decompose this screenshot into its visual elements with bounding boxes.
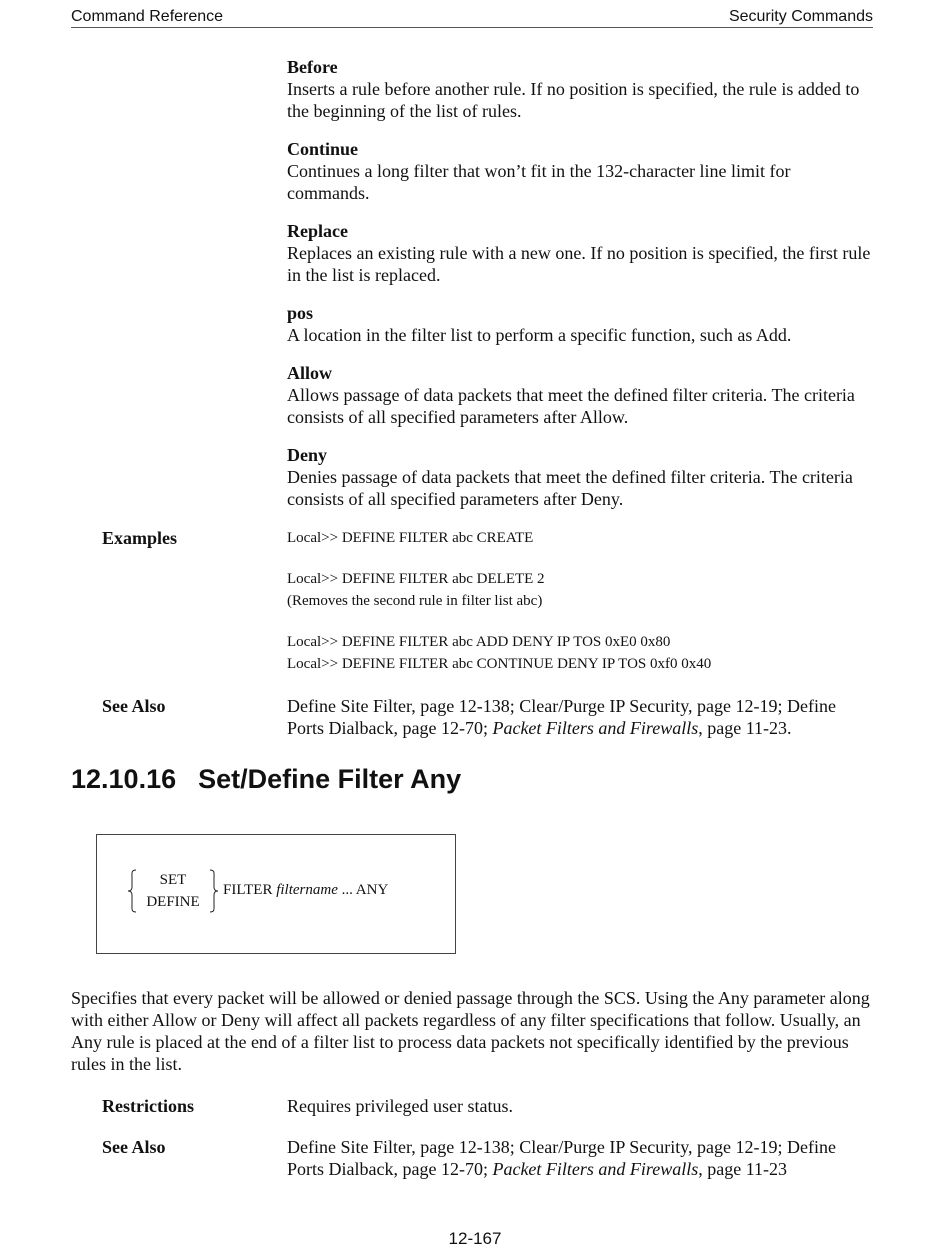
syntax-box xyxy=(96,834,456,954)
param-replace xyxy=(287,220,877,286)
header-left: Command Reference xyxy=(71,8,224,25)
syntax-option-define: DEFINE xyxy=(146,894,200,910)
syntax-keyword: FILTER xyxy=(223,882,273,898)
param-term: Continue xyxy=(287,139,359,159)
restrictions-label: Restrictions xyxy=(102,1096,194,1116)
param-deny xyxy=(287,444,877,510)
syntax-option-set: SET xyxy=(159,872,187,888)
left-brace-icon xyxy=(127,869,137,913)
examples-label: Examples xyxy=(102,528,178,548)
example-line: Local>> DEFINE FILTER abc CONTINUE DENY IP TOS 0xf0 0x40 xyxy=(287,656,712,672)
section-number: 12.10.16 xyxy=(71,764,177,794)
param-term: Allow xyxy=(287,363,332,383)
parameter-list xyxy=(287,56,877,526)
section-heading xyxy=(71,764,461,795)
see-also-body xyxy=(287,1136,877,1180)
syntax-command xyxy=(223,879,388,901)
example-line: Local>> DEFINE FILTER abc CREATE xyxy=(287,530,534,546)
example-note: (Removes the second rule in filter list abc) xyxy=(287,593,543,609)
see-also-italic: Packet Filters and Firewalls xyxy=(492,718,699,738)
page-number: 12-167 xyxy=(448,1229,502,1248)
see-also-text: Define Site Filter, page 12-138; Clear/Purge IP Security, page 12-19; Define Ports Dialback, page 12-70; xyxy=(287,1137,836,1179)
param-desc: Continues a long filter that won’t fit in the 132-character line limit for commands. xyxy=(287,161,791,203)
see-also-tail: , page 11-23. xyxy=(698,718,792,738)
param-desc: Denies passage of data packets that meet the defined filter criteria. The criteria consists of all specified parameters after Deny. xyxy=(287,467,853,509)
see-also-text: Define Site Filter, page 12-138; Clear/Purge IP Security, page 12-19; Define Ports Dialback, page 12-70; xyxy=(287,696,836,738)
param-term: Before xyxy=(287,57,338,77)
see-also-body xyxy=(287,695,877,739)
param-pos xyxy=(287,302,877,346)
syntax-argument: filtername xyxy=(276,882,338,898)
syntax-choice xyxy=(127,869,219,913)
param-desc: Inserts a rule before another rule. If no position is specified, the rule is added to the beginning of the list of rules. xyxy=(287,79,860,121)
section-title-text: Set/Define Filter Any xyxy=(198,764,462,794)
section-description: Specifies that every packet will be allowed or denied passage through the SCS. Using the Any parameter along with either Allow or Deny will affect all packets regardless of any filter specifications that follow. Usually, an Any rule is placed at the end of a filter list to process data packets not specifically identified by the previous rules in the list. xyxy=(71,988,870,1074)
example-line: Local>> DEFINE FILTER abc DELETE 2 xyxy=(287,571,545,587)
examples-body xyxy=(287,527,877,694)
param-allow xyxy=(287,362,877,428)
see-also-italic: Packet Filters and Firewalls xyxy=(492,1159,699,1179)
param-term: pos xyxy=(287,303,314,323)
see-also-label: See Also xyxy=(102,696,166,716)
param-continue xyxy=(287,138,877,204)
param-desc: A location in the filter list to perform a specific function, such as Add. xyxy=(287,325,792,345)
param-desc: Replaces an existing rule with a new one. If no position is specified, the first rule in the list is replaced. xyxy=(287,243,871,285)
header-right: Security Commands xyxy=(728,8,873,25)
running-header xyxy=(71,8,873,28)
see-also-tail: , page 11-23 xyxy=(698,1159,788,1179)
syntax-tail: ... ANY xyxy=(341,882,389,898)
param-before xyxy=(287,56,877,122)
param-desc: Allows passage of data packets that meet the defined filter criteria. The criteria consists of all specified parameters after Allow. xyxy=(287,385,855,427)
see-also-label: See Also xyxy=(102,1137,166,1157)
right-brace-icon xyxy=(209,869,219,913)
param-term: Deny xyxy=(287,445,327,465)
example-line: Local>> DEFINE FILTER abc ADD DENY IP TOS 0xE0 0x80 xyxy=(287,634,671,650)
restrictions-text: Requires privileged user status. xyxy=(287,1096,513,1116)
param-term: Replace xyxy=(287,221,348,241)
